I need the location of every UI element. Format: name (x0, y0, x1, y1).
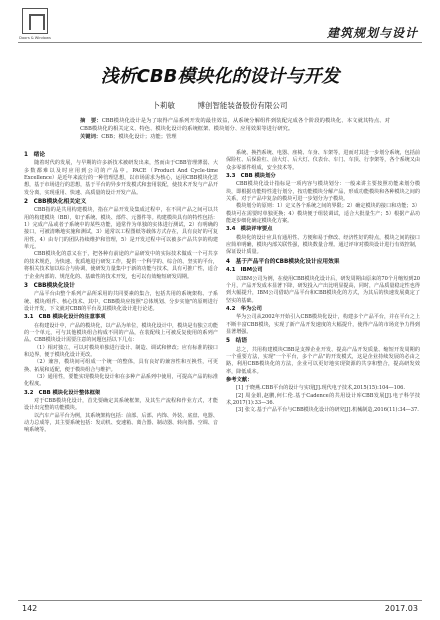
subsection-heading: 3.2 CBB 模块化设计整体框架 (24, 389, 101, 396)
author-affiliation: 博创智能装备股份有限公司 (197, 101, 288, 110)
paragraph: CBB模块化设计指标是一项内容与模块划分：一般来讲主要按照功能来划分模块，即根据功能特性进行划分，按功能模块分解产品，形成功能模块和各种模块之间的关系，对于产品中复杂的模块可进一步划分为子模块。 (226, 181, 420, 203)
page-number: 142 (22, 604, 38, 613)
footer-divider (18, 600, 422, 601)
door-logo-icon (22, 8, 48, 34)
author-line (0, 100, 440, 111)
keywords-label: 关键词： (80, 134, 102, 140)
author-name: 卜莉敏 (152, 101, 176, 110)
section-heading: 3 CBB模块化设计 (24, 282, 75, 289)
journal-logo (18, 8, 52, 46)
paragraph: [3] 张文.基于产品平台与CBB模块化设计的研究[J].机械制造,2016(11):34—37. (236, 407, 419, 414)
paragraph: 产品平台由整个系列产品所采用的共同要素的集合，包括共用的系统架构、子系统、模块/组件、核心技术、其中，CBB模块应按照"总体规划、分步实施"的原则进行设计开发，下文就对CBB的平台及其模块化设计进行论述。 (24, 291, 218, 312)
keywords (80, 133, 390, 141)
section-heading: 5 结语 (226, 338, 248, 345)
paragraph: （3）通用性，要能实现模块化设计和在多种产品系列中使用，可提高产品的标准化程度。 (24, 373, 218, 388)
issue-number: 2017.03 (384, 604, 418, 613)
right-column (226, 150, 420, 415)
paragraph: 在构建设计中，产品的模块化，以产品为单位，模块化设计中，模块是有独立功能的一个单元，可与其他模块组合构成不同的产品，在装配线上可被反复使用的系列产品。CBB模块设计需要注意的问题包括以下几点： (24, 322, 218, 344)
logo-text: Doors & Windows (19, 36, 51, 40)
paragraph: （2）兼容，模块间可组成一个统一的整体，具有良好的兼容性和互换性，可更换、拓展和适配，便于模块组合与维护。 (24, 359, 218, 373)
paragraph: 总之，共用构建模块CBB是支撑企业开发、提高产品开发质量、缩短开发周期的一个重要方法，实现"一个平台，多个产品"的开发模式，这是企业持续发展的必由之路，利用CBB模块化的方法，企业可以更好地实现资源的共享和整合，提高研发效率，降低成本。 (226, 346, 420, 375)
paragraph: 系统、换挡系统、电器、座椅、车身、车架等，进而对其进一步划分系统，包括前保险杠、后保险杠、前大灯、后大灯、仪表台、车门、车顶、行李架等，各个系统又由众多零部件组成，安全技术等。 (226, 150, 420, 171)
paragraph: [1] 于晓燕.CBB平台的设计与实现[J].现代电子技术,2015(15):104—106. (236, 385, 405, 392)
subsection-heading: 3.1 CBB 模块化设计的注意事项 (24, 314, 106, 321)
paragraph: 对于CBB模块化设计，首先要确定其系统框架，及其生产流程和作业方式，才能设计出完整的功能模块。 (24, 398, 218, 412)
paragraph: 华为公司从2002年开始引入CBB模块化设计，构建多个产品平台，并在平台之上不断丰富CBB模块，实现了新产品开发速度的大幅提升，使得产品的市场竞争力得到显著增强。 (226, 314, 420, 335)
paragraph: 随着时代的发展，与早期的许多新技术被研发出来，然而由于CBB管理薄弱、大多数都难以及时应用到公司的产品中。PACE（Product And Cycle-time Excellence）是近年来流行的一种管理思想，以市场需求为核心，运用CBB模块化思想，基于市场进行的思想，基于平台的异步开发模式和套用装配，使技术开发与产品开发分离，实现重用、快速、高质量的设计开发产品。 (24, 160, 218, 196)
paragraph: 模块化的设计应具有通用性、方便和易于修改、经济性好的特点，模块之间的接口应简单明确，模块内部关联性强，模块数量合理。通过评审对模块设计进行有效控制，保证设计质量。 (226, 234, 420, 256)
subsection-heading: 3.4 模块评审要点 (226, 226, 273, 233)
section-heading: 2 CBB模块化相关定义 (24, 199, 87, 206)
section-heading: 4 基于产品平台的CBB模块化设计应用效果 (226, 258, 340, 265)
keywords-text: CBB；模块化设计；功能；管理 (101, 134, 177, 140)
paragraph: 以IBM公司为例，在使用CBB模块化设计后，研发周期由原来的70个月缩短到20个月，产品开发成本显著下降，研发投入产出比明显提高，同时，产品质量稳定性也得到大幅提升，IBM公司借助产品平台和CBB模块化的方式，为其后的快速发展奠定了坚实的基础。 (226, 275, 420, 304)
paragraph: [2] 周金娟,赵鹏,何仁伦.基于Cadence的共用设计库CBB发展[J].电子科学技术,2017(1):33—36. (226, 392, 420, 406)
paragraph: （1）相对独立，可以对模块单独进行设计、制造、调试和修改；应有标准的接口和边界，便于模块化设计更改。 (24, 344, 218, 358)
paragraph: 模块划分的原则：1）定义各个系统之间的界限；2）确定模块的接口和功能；3）模块可在需要时单独更换；4）模块便于组装调试，适合大批量生产；5）根据产品功能逐步细化确定模块化方案。 (226, 203, 420, 225)
left-column (24, 150, 218, 435)
header-divider (18, 42, 422, 43)
subsection-heading: 4.2 华为公司 (226, 305, 262, 312)
subsection-heading: 3.3 CBB 模块划分 (226, 173, 276, 180)
abstract (80, 117, 390, 133)
abstract-label: 摘 要： (80, 118, 102, 124)
section-title: 建筑规划与设计 (326, 26, 418, 40)
abstract-block (80, 117, 390, 141)
section-heading: 1 绪论 (24, 152, 46, 158)
paragraph: CBB指的是共用构建模块，指在产品开发及集成过程中，在不同产品之间可以共用的构建模块（BB），如子系统、模块、部件、元器件等。构建模块具有的特性包括：1）完成产品或者子系统中的某些功能，通常作为单独的实体进行测试，2）有明确的接口，可被清晰地实施和测试，3）通常以工程图纸等载体方式存在，具有良好的可复用性，4）由专门的团队持续维护和管理，5）是开发过程中可以被多产品共享的构建单元。 (24, 207, 218, 251)
article-title: 浅析CBB模块化的设计与开发 (100, 66, 340, 87)
paragraph: 以汽车产品平台为例，其系统架构包括：前部、后部、内饰、外装、底盘、电器、动力总成等，其主要系统包括：发动机、变速箱、离合器、制动器、转向器、空调、音响系统等。 (24, 412, 218, 434)
subsection-heading: 参考文献： (226, 376, 253, 383)
subsection-heading: 4.1 IBM公司 (226, 267, 263, 274)
paragraph: CBB模块化的意义在于，把各种有前途的产品研发中的实际技术做成一个可共享的技术规范，为快速、优质地进行研发工作，提供一个科学的、综合的、坚实的平台，将相关技术加以综合与协调，使研发力量集中于新的功能与技术，具有可推广性，适合于企业内部的、规范化的、基础性的技术开发，也可以有效缩短研发周期。 (24, 251, 218, 280)
abstract-text: CBB模块化设计是为了取得产品系列开发的最佳效益，从系统分解组件到装配完成各个阶段的模块化、本文就其特点、对CBB模块化的相关定义、特色、模块化设计的系统框架、模块划分、应用效果等进行研究。 (80, 118, 390, 132)
